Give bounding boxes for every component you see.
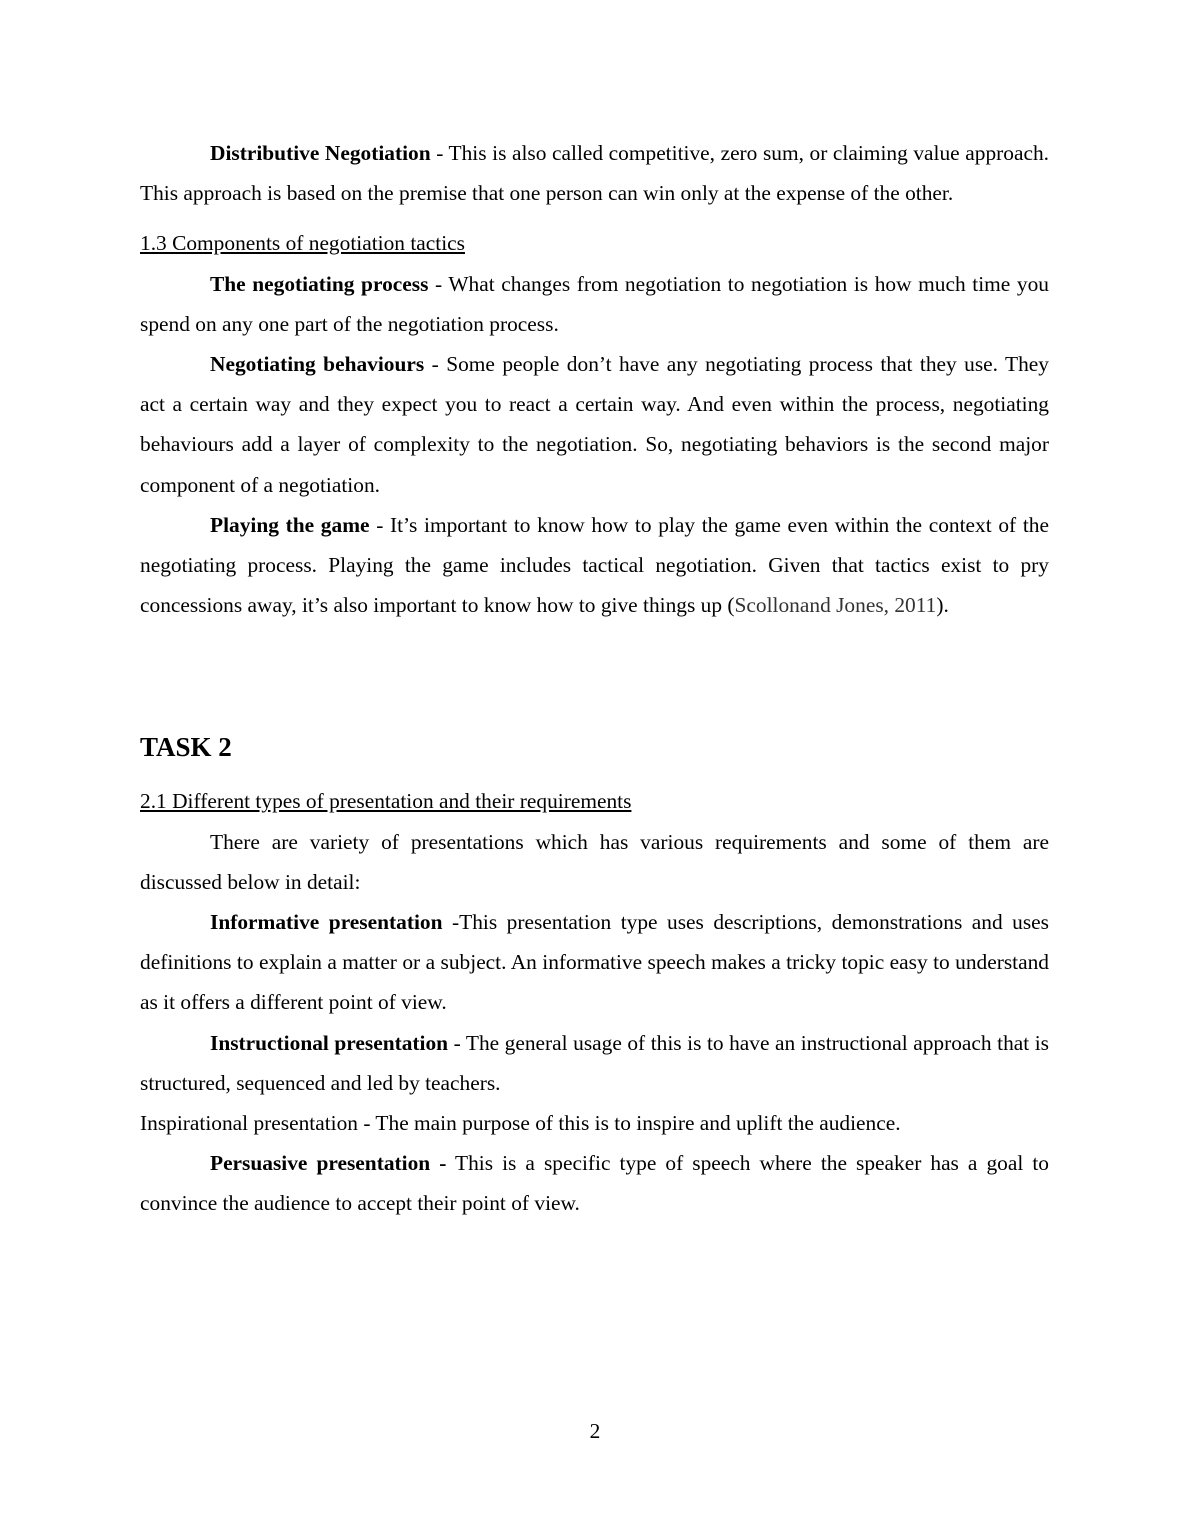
paragraph-negotiating-behaviours — [140, 344, 1049, 505]
term-playing-the-game: Playing the game — [210, 512, 370, 537]
text-informative-presentation: -This presentation type uses descriptions, demonstrations and uses definitions to explain a matter or a subject. An informative speech makes a tricky topic easy to understand as it offers a different point of view. — [140, 910, 1049, 1015]
text-distributive-negotiation: - This is also called competitive, zero sum, or claiming value approach. This approach is based on the premise that one person can win only at the expense of the other. — [140, 141, 1049, 206]
task-2-title: TASK 2 — [140, 732, 232, 763]
heading-components-of-negotiation-tactics: 1.3 Components of negotiation tactics — [140, 231, 465, 256]
term-informative-presentation: Informative presentation — [210, 910, 443, 935]
paragraph-inspirational-presentation: Inspirational presentation - The main purpose of this is to inspire and uplift the audience. — [140, 1111, 901, 1136]
paragraph-persuasive-presentation — [140, 1143, 1049, 1223]
paragraph-informative-presentation — [140, 902, 1049, 1023]
text-persuasive-presentation: This is a specific type of speech where the speaker has a goal to convince the audience to accept their point of view. — [140, 1151, 1049, 1216]
text-negotiating-behaviours: - Some people don’t have any negotiating process that they use. They act a certain way and they expect you to react a certain way. And even within the process, negotiating behaviours add a layer of complexity to the negotiation. So, negotiating behaviors is the second major component of a negotiation. — [140, 352, 1049, 497]
page-number: 2 — [589, 1419, 601, 1443]
paragraph-negotiating-process — [140, 264, 1049, 344]
paragraph-instructional-presentation — [140, 1023, 1049, 1103]
term-instructional-presentation: Instructional presentation — [210, 1030, 449, 1055]
term-distributive-negotiation: Distributive Negotiation — [210, 141, 431, 165]
paragraph-presentations-intro: There are variety of presentations which has various requirements and some of them are discussed below in detail: — [140, 829, 1049, 894]
citation: Scollonand Jones, 2011 — [734, 593, 937, 618]
term-negotiating-behaviours: Negotiating behaviours — [210, 352, 425, 377]
text-playing-the-game: - It’s important to know how to play the game even within the context of the negotiating process. Playing the game includes tactical negotiation. Given that tactics exist to pry concessions away, it’s also important to know how to give things up ( — [140, 512, 1049, 618]
text-negotiating-process: - What changes from negotiation to negotiation is how much time you spend on any one part of the negotiation process. — [140, 271, 1049, 336]
term-negotiating-process: The negotiating process — [210, 271, 429, 296]
term-persuasive-presentation: Persuasive presentation - — [210, 1151, 447, 1176]
heading-types-of-presentation: 2.1 Different types of presentation and their requirements — [140, 789, 632, 814]
citation-end: ). — [936, 593, 949, 618]
text-instructional-presentation: - The general usage of this is to have an instructional approach that is structured, sequenced and led by teachers. — [140, 1030, 1049, 1095]
page-body — [140, 133, 1049, 1224]
paragraph-distributive-negotiation — [140, 133, 1049, 213]
paragraph-playing-the-game — [140, 505, 1049, 626]
